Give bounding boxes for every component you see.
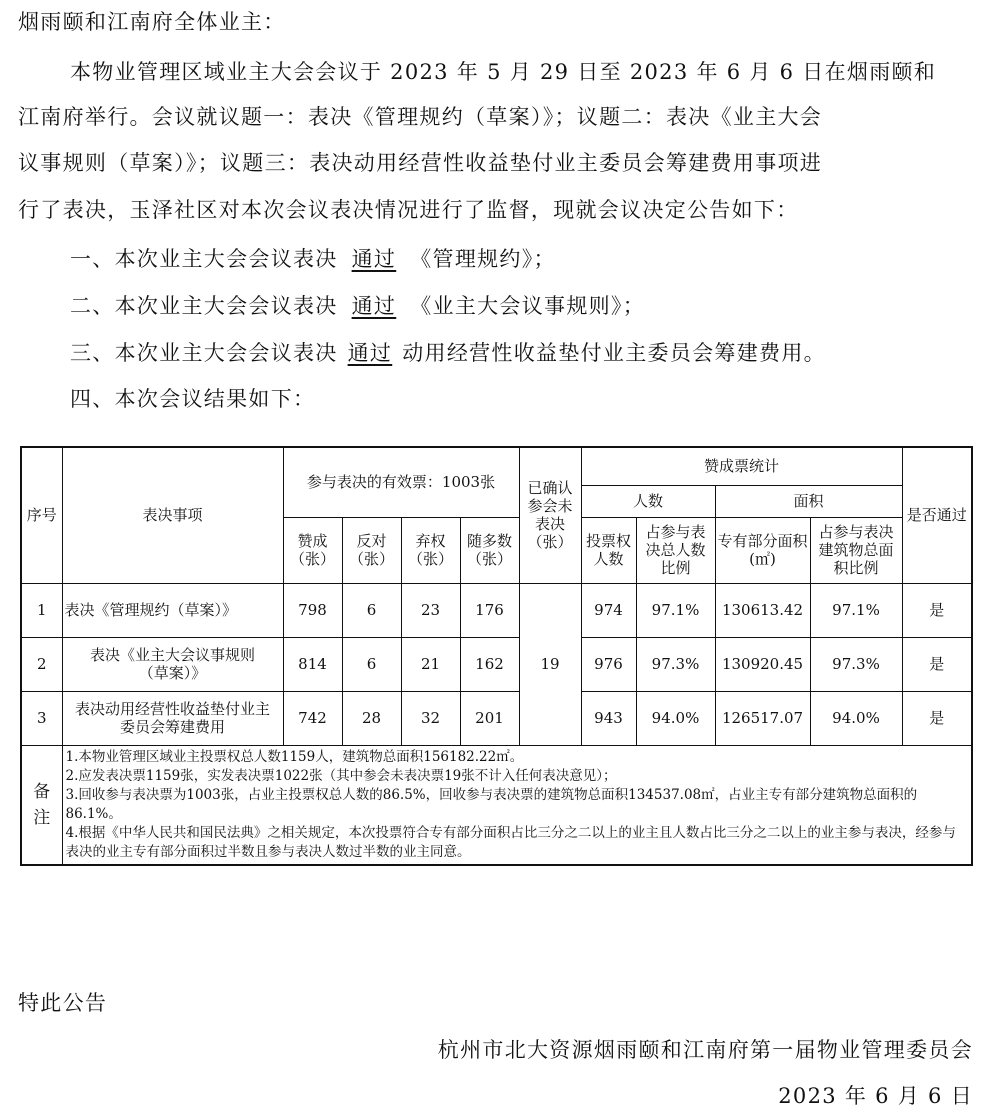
header-for: 赞成（张）	[283, 517, 342, 583]
intro-line: 江南府举行。会议就议题一：表决《管理规约（草案）》；议题二：表决《业主大会	[18, 105, 823, 129]
row-area-ratio: 97.3%	[810, 637, 902, 691]
table-row	[21, 637, 972, 691]
row-area: 130613.42	[715, 583, 810, 637]
note-item: 1.本物业管理区域业主投票权总人数1159人，建筑物总面积156182.22㎡。	[65, 748, 524, 765]
row-area: 126517.07	[715, 691, 810, 745]
header-valid-votes: 参与表决的有效票：1003张	[283, 447, 519, 517]
row-people-ratio: 97.1%	[636, 583, 715, 637]
header-area-ratio: 占参与表决建筑物总面积比例	[810, 517, 902, 583]
row-abstain: 23	[401, 583, 460, 637]
note-item: 3.回收参与表决票为1003张，占业主投票权总人数的86.5%，回收参与表决票的建筑物总面积134537.08㎡，占业主专有部分建筑物总面积的86.1%。	[65, 786, 918, 822]
row-follow: 162	[460, 637, 519, 691]
header-approval-stats: 赞成票统计	[581, 447, 902, 485]
row-passed: 是	[902, 637, 972, 691]
row-item: 表决《业主大会议事规则（草案）》	[62, 637, 283, 691]
decision-prefix: 二、本次业主大会会议表决	[70, 294, 338, 318]
header-follow-majority: 随多数（张）	[460, 517, 519, 583]
row-for: 742	[283, 691, 342, 745]
results-heading: 四、本次会议结果如下：	[70, 387, 316, 411]
decision-result: 通过	[347, 341, 393, 365]
decision-1	[70, 243, 556, 273]
header-people-ratio: 占参与表决总人数比例	[636, 517, 715, 583]
row-for: 798	[283, 583, 342, 637]
header-against: 反对（张）	[342, 517, 401, 583]
row-passed: 是	[902, 691, 972, 745]
notes-text	[62, 745, 972, 865]
row-area: 130920.45	[715, 637, 810, 691]
header-item: 表决事项	[62, 447, 283, 583]
signer: 杭州市北大资源烟雨颐和江南府第一届物业管理委员会	[437, 1038, 973, 1062]
row-passed: 是	[902, 583, 972, 637]
row-people-ratio: 97.3%	[636, 637, 715, 691]
row-abstain: 32	[401, 691, 460, 745]
row-follow: 176	[460, 583, 519, 637]
header-area: 面积	[715, 485, 902, 517]
row-item: 表决《管理规约（草案）》	[62, 583, 283, 637]
decision-suffix: 《业主大会议事规则》；	[410, 294, 646, 318]
header-abstain: 弃权（张）	[401, 517, 460, 583]
header-area-value: 专有部分面积(㎡)	[715, 517, 810, 583]
header-no: 序号	[21, 447, 62, 583]
row-voters: 976	[581, 637, 636, 691]
note-item: 4.根据《中华人民共和国民法典》之相关规定，本次投票符合专有部分面积占比三分之二以上的业主且人数占比三分之二以上的业主参与表决，经参与表决的业主专有部分面积过半数且参与表决人数过半数的业主同意。	[65, 824, 956, 860]
table-row	[21, 691, 972, 745]
decision-2	[70, 290, 645, 320]
decision-3	[70, 337, 826, 367]
decision-prefix: 一、本次业主大会会议表决	[70, 247, 338, 271]
row-area-ratio: 94.0%	[810, 691, 902, 745]
intro-line: 本物业管理区域业主大会会议于 2023 年 5 月 29 日至 2023 年 6 月 6 日在烟雨颐和	[70, 60, 937, 84]
row-voters: 943	[581, 691, 636, 745]
closing: 特此公告	[18, 991, 108, 1015]
row-item: 表决动用经营性收益垫付业主委员会筹建费用	[62, 691, 283, 745]
row-against: 28	[342, 691, 401, 745]
row-for: 814	[283, 637, 342, 691]
vote-results-table	[20, 446, 973, 866]
row-no: 2	[21, 637, 62, 691]
header-people: 人数	[581, 485, 715, 517]
greeting: 烟雨颐和江南府全体业主：	[18, 10, 286, 34]
intro-line: 议事规则（草案）》；议题三：表决动用经营性收益垫付业主委员会筹建费用事项进	[18, 151, 823, 175]
row-against: 6	[342, 637, 401, 691]
row-against: 6	[342, 583, 401, 637]
confirmed-no-vote-value: 19	[519, 583, 581, 745]
note-item: 2.应发表决票1159张，实发表决票1022张（其中参会未表决票19张不计入任何表决意见）；	[65, 767, 617, 784]
table-row	[21, 583, 972, 637]
decision-suffix: 《管理规约》；	[410, 247, 556, 271]
decision-suffix: 动用经营性收益垫付业主委员会筹建费用。	[402, 341, 826, 365]
header-confirmed-no-vote: 已确认参会未表决（张）	[519, 447, 581, 583]
decision-prefix: 三、本次业主大会会议表决	[70, 341, 338, 365]
row-no: 1	[21, 583, 62, 637]
row-no: 3	[21, 691, 62, 745]
notes-label: 备注	[21, 745, 62, 865]
decision-result: 通过	[351, 294, 397, 318]
row-voters: 974	[581, 583, 636, 637]
header-voters: 投票权人数	[581, 517, 636, 583]
notes-row	[21, 745, 972, 865]
header-passed: 是否通过	[902, 447, 972, 583]
row-area-ratio: 97.1%	[810, 583, 902, 637]
intro-line: 行了表决，玉泽社区对本次会议表决情况进行了监督，现就会议决定公告如下：	[18, 198, 799, 222]
row-follow: 201	[460, 691, 519, 745]
row-abstain: 21	[401, 637, 460, 691]
row-people-ratio: 94.0%	[636, 691, 715, 745]
decision-result: 通过	[351, 247, 397, 271]
date: 2023 年 6 月 6 日	[778, 1084, 973, 1108]
